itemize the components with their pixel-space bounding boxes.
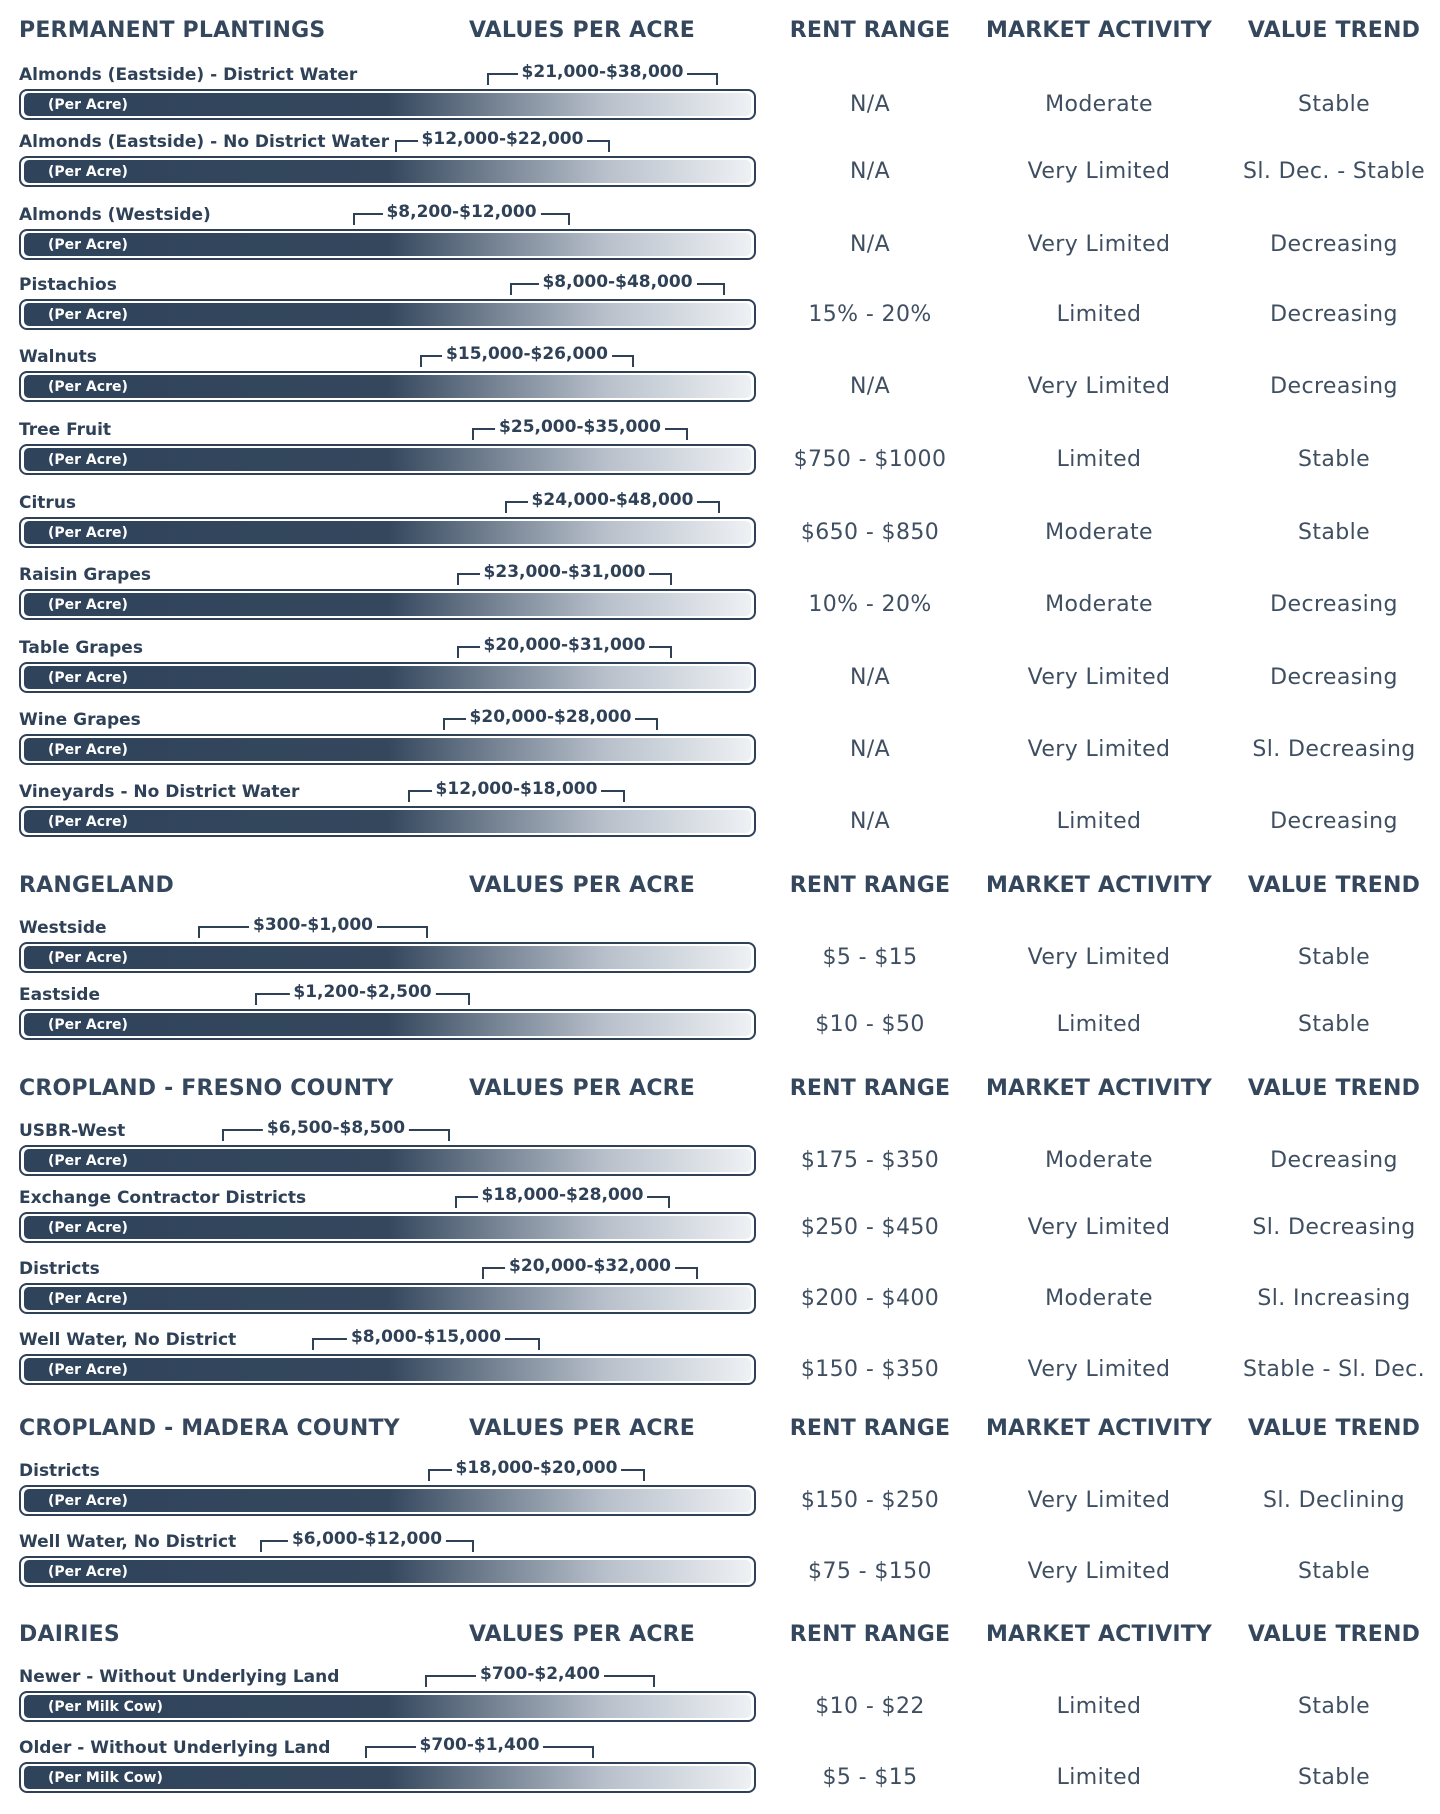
market-activity-cell: Very Limited xyxy=(1027,665,1171,690)
range-value: $20,000-$28,000 xyxy=(466,707,636,727)
value-bar xyxy=(19,1691,756,1722)
column-header-rent: RENT RANGE xyxy=(789,18,951,43)
market-activity-cell: Moderate xyxy=(1045,1286,1153,1311)
market-activity-cell: Moderate xyxy=(1045,520,1153,545)
value-trend-cell: Stable xyxy=(1297,1559,1371,1584)
range-value: $700-$2,400 xyxy=(476,1664,604,1684)
range-value: $18,000-$28,000 xyxy=(478,1185,648,1205)
row-label: Tree Fruit xyxy=(19,420,112,440)
range-value: $8,000-$48,000 xyxy=(538,272,696,292)
range-value: $12,000-$18,000 xyxy=(432,779,602,799)
column-header-values: VALUES PER ACRE xyxy=(468,873,696,898)
value-bar-fill xyxy=(24,1489,751,1512)
value-bar xyxy=(19,589,756,620)
rent-range-cell: 15% - 20% xyxy=(808,302,932,327)
market-activity-cell: Limited xyxy=(1056,447,1142,472)
bar-unit-label: (Per Acre) xyxy=(48,669,128,686)
rent-range-cell: N/A xyxy=(849,809,891,834)
row-label: Almonds (Eastside) - No District Water xyxy=(19,132,390,152)
value-bar xyxy=(19,229,756,260)
row-label: Newer - Without Underlying Land xyxy=(19,1667,340,1687)
value-bar-fill xyxy=(24,1149,751,1172)
value-bar-fill xyxy=(24,93,751,116)
market-activity-cell: Very Limited xyxy=(1027,374,1171,399)
bar-unit-label: (Per Acre) xyxy=(48,1016,128,1033)
column-header-rent: RENT RANGE xyxy=(789,873,951,898)
rent-range-cell: $75 - $150 xyxy=(808,1559,932,1584)
market-activity-cell: Moderate xyxy=(1045,592,1153,617)
rent-range-cell: $5 - $15 xyxy=(822,1765,918,1790)
row-label: Table Grapes xyxy=(19,638,143,658)
range-value: $24,000-$48,000 xyxy=(528,490,698,510)
rent-range-cell: $10 - $50 xyxy=(815,1012,925,1037)
value-trend-cell: Sl. Dec. - Stable xyxy=(1242,159,1426,184)
range-value: $700-$1,400 xyxy=(416,1735,544,1755)
column-header-values: VALUES PER ACRE xyxy=(468,1622,696,1647)
bar-unit-label: (Per Acre) xyxy=(48,813,128,830)
value-trend-cell: Sl. Decreasing xyxy=(1252,737,1416,762)
row-label: Walnuts xyxy=(19,347,97,367)
market-activity-cell: Limited xyxy=(1056,1694,1142,1719)
column-header-activity: MARKET ACTIVITY xyxy=(985,1076,1213,1101)
row-label: USBR-West xyxy=(19,1121,126,1141)
column-header-values: VALUES PER ACRE xyxy=(468,1416,696,1441)
section-title: DAIRIES xyxy=(19,1622,120,1647)
value-trend-cell: Stable xyxy=(1297,1012,1371,1037)
row-label: Westside xyxy=(19,918,107,938)
value-bar-fill xyxy=(24,375,751,398)
range-value: $6,500-$8,500 xyxy=(263,1118,409,1138)
value-trend-cell: Decreasing xyxy=(1270,232,1398,257)
value-trend-cell: Stable xyxy=(1297,92,1371,117)
rent-range-cell: $150 - $350 xyxy=(800,1357,940,1382)
column-header-trend: VALUE TREND xyxy=(1247,1076,1421,1101)
rent-range-cell: $650 - $850 xyxy=(800,520,940,545)
value-trend-cell: Decreasing xyxy=(1270,665,1398,690)
section-title: CROPLAND - FRESNO COUNTY xyxy=(19,1076,394,1101)
column-header-activity: MARKET ACTIVITY xyxy=(985,1622,1213,1647)
section-title: RANGELAND xyxy=(19,873,174,898)
value-bar-fill xyxy=(24,810,751,833)
row-label: Well Water, No District xyxy=(19,1532,237,1552)
bar-unit-label: (Per Acre) xyxy=(48,236,128,253)
bar-unit-label: (Per Acre) xyxy=(48,96,128,113)
bar-unit-label: (Per Milk Cow) xyxy=(48,1698,163,1715)
value-trend-cell: Stable xyxy=(1297,447,1371,472)
value-bar xyxy=(19,517,756,548)
value-bar-fill xyxy=(24,521,751,544)
range-value: $12,000-$22,000 xyxy=(418,129,588,149)
rent-range-cell: N/A xyxy=(849,92,891,117)
value-bar xyxy=(19,371,756,402)
bar-unit-label: (Per Acre) xyxy=(48,451,128,468)
market-activity-cell: Very Limited xyxy=(1027,1488,1171,1513)
column-header-rent: RENT RANGE xyxy=(789,1622,951,1647)
rent-range-cell: $175 - $350 xyxy=(800,1148,940,1173)
value-bar xyxy=(19,942,756,973)
market-activity-cell: Limited xyxy=(1056,809,1142,834)
value-trend-cell: Stable xyxy=(1297,1694,1371,1719)
column-header-trend: VALUE TREND xyxy=(1247,18,1421,43)
rent-range-cell: $750 - $1000 xyxy=(793,447,947,472)
row-label: Almonds (Westside) xyxy=(19,205,211,225)
market-activity-cell: Limited xyxy=(1056,1765,1142,1790)
market-activity-cell: Very Limited xyxy=(1027,159,1171,184)
row-label: Almonds (Eastside) - District Water xyxy=(19,65,358,85)
value-bar-fill xyxy=(24,1560,751,1583)
market-activity-cell: Very Limited xyxy=(1027,1215,1171,1240)
value-bar-fill xyxy=(24,1358,751,1381)
value-bar xyxy=(19,734,756,765)
row-label: Older - Without Underlying Land xyxy=(19,1738,331,1758)
value-bar-fill xyxy=(24,666,751,689)
column-header-rent: RENT RANGE xyxy=(789,1416,951,1441)
value-bar xyxy=(19,89,756,120)
market-activity-cell: Very Limited xyxy=(1027,232,1171,257)
value-bar-fill xyxy=(24,160,751,183)
range-value: $1,200-$2,500 xyxy=(289,982,435,1002)
value-bar xyxy=(19,662,756,693)
value-trend-cell: Decreasing xyxy=(1270,809,1398,834)
bar-unit-label: (Per Acre) xyxy=(48,1361,128,1378)
rent-range-cell: N/A xyxy=(849,159,891,184)
market-activity-cell: Limited xyxy=(1056,302,1142,327)
rent-range-cell: N/A xyxy=(849,665,891,690)
market-activity-cell: Limited xyxy=(1056,1012,1142,1037)
rent-range-cell: N/A xyxy=(849,737,891,762)
column-header-rent: RENT RANGE xyxy=(789,1076,951,1101)
value-trend-cell: Decreasing xyxy=(1270,302,1398,327)
rent-range-cell: N/A xyxy=(849,232,891,257)
row-label: Well Water, No District xyxy=(19,1330,237,1350)
range-value: $20,000-$32,000 xyxy=(505,1256,675,1276)
value-trend-cell: Stable xyxy=(1297,520,1371,545)
value-bar-fill xyxy=(24,738,751,761)
value-bar xyxy=(19,1762,756,1793)
row-label: Pistachios xyxy=(19,275,117,295)
row-label: Raisin Grapes xyxy=(19,565,151,585)
value-bar xyxy=(19,1485,756,1516)
column-header-trend: VALUE TREND xyxy=(1247,1622,1421,1647)
value-bar xyxy=(19,1009,756,1040)
row-label: Wine Grapes xyxy=(19,710,141,730)
value-bar-fill xyxy=(24,1287,751,1310)
section-title: PERMANENT PLANTINGS xyxy=(19,18,326,43)
bar-unit-label: (Per Acre) xyxy=(48,306,128,323)
column-header-values: VALUES PER ACRE xyxy=(468,1076,696,1101)
value-bar xyxy=(19,1556,756,1587)
column-header-trend: VALUE TREND xyxy=(1247,873,1421,898)
row-label: Districts xyxy=(19,1259,100,1279)
value-bar xyxy=(19,806,756,837)
market-activity-cell: Very Limited xyxy=(1027,1559,1171,1584)
row-label: Citrus xyxy=(19,493,77,513)
value-bar-fill xyxy=(24,1766,751,1789)
bar-unit-label: (Per Acre) xyxy=(48,524,128,541)
value-trend-cell: Sl. Decreasing xyxy=(1252,1215,1416,1240)
value-trend-cell: Decreasing xyxy=(1270,592,1398,617)
value-bar-fill xyxy=(24,946,751,969)
bar-unit-label: (Per Acre) xyxy=(48,1290,128,1307)
range-value: $18,000-$20,000 xyxy=(452,1458,622,1478)
range-value: $15,000-$26,000 xyxy=(442,344,612,364)
range-value: $8,000-$15,000 xyxy=(347,1327,505,1347)
market-activity-cell: Very Limited xyxy=(1027,737,1171,762)
column-header-trend: VALUE TREND xyxy=(1247,1416,1421,1441)
rent-range-cell: $150 - $250 xyxy=(800,1488,940,1513)
bar-unit-label: (Per Acre) xyxy=(48,1152,128,1169)
value-bar xyxy=(19,1212,756,1243)
value-bar-fill xyxy=(24,1013,751,1036)
value-bar-fill xyxy=(24,1695,751,1718)
range-value: $21,000-$38,000 xyxy=(518,62,688,82)
market-activity-cell: Very Limited xyxy=(1027,945,1171,970)
range-value: $6,000-$12,000 xyxy=(288,1529,446,1549)
market-activity-cell: Moderate xyxy=(1045,1148,1153,1173)
rent-range-cell: $200 - $400 xyxy=(800,1286,940,1311)
value-trend-cell: Decreasing xyxy=(1270,1148,1398,1173)
rent-range-cell: $5 - $15 xyxy=(822,945,918,970)
value-bar xyxy=(19,299,756,330)
range-value: $25,000-$35,000 xyxy=(495,417,665,437)
row-label: Vineyards - No District Water xyxy=(19,782,300,802)
rent-range-cell: $250 - $450 xyxy=(800,1215,940,1240)
value-trend-cell: Sl. Increasing xyxy=(1257,1286,1411,1311)
value-trend-cell: Decreasing xyxy=(1270,374,1398,399)
bar-unit-label: (Per Acre) xyxy=(48,596,128,613)
column-header-activity: MARKET ACTIVITY xyxy=(985,18,1213,43)
column-header-values: VALUES PER ACRE xyxy=(468,18,696,43)
range-value: $23,000-$31,000 xyxy=(480,562,650,582)
range-value: $8,200-$12,000 xyxy=(382,202,540,222)
value-bar xyxy=(19,156,756,187)
market-activity-cell: Very Limited xyxy=(1027,1357,1171,1382)
bar-unit-label: (Per Acre) xyxy=(48,741,128,758)
bar-unit-label: (Per Acre) xyxy=(48,378,128,395)
bar-unit-label: (Per Acre) xyxy=(48,163,128,180)
value-bar-fill xyxy=(24,1216,751,1239)
bar-unit-label: (Per Acre) xyxy=(48,1563,128,1580)
rent-range-cell: $10 - $22 xyxy=(815,1694,925,1719)
value-bar xyxy=(19,444,756,475)
value-bar xyxy=(19,1283,756,1314)
rent-range-cell: N/A xyxy=(849,374,891,399)
value-bar-fill xyxy=(24,233,751,256)
bar-unit-label: (Per Acre) xyxy=(48,949,128,966)
row-label: Exchange Contractor Districts xyxy=(19,1188,307,1208)
column-header-activity: MARKET ACTIVITY xyxy=(985,873,1213,898)
value-bar xyxy=(19,1145,756,1176)
bar-unit-label: (Per Acre) xyxy=(48,1492,128,1509)
section-title: CROPLAND - MADERA COUNTY xyxy=(19,1416,400,1441)
market-activity-cell: Moderate xyxy=(1045,92,1153,117)
value-bar-fill xyxy=(24,448,751,471)
value-bar-fill xyxy=(24,303,751,326)
range-value: $20,000-$31,000 xyxy=(480,635,650,655)
value-bar xyxy=(19,1354,756,1385)
row-label: Eastside xyxy=(19,985,100,1005)
row-label: Districts xyxy=(19,1461,100,1481)
value-trend-cell: Sl. Declining xyxy=(1262,1488,1406,1513)
column-header-activity: MARKET ACTIVITY xyxy=(985,1416,1213,1441)
rent-range-cell: 10% - 20% xyxy=(808,592,932,617)
value-bar-fill xyxy=(24,593,751,616)
bar-unit-label: (Per Milk Cow) xyxy=(48,1769,163,1786)
range-value: $300-$1,000 xyxy=(249,915,377,935)
value-trend-cell: Stable xyxy=(1297,945,1371,970)
value-trend-cell: Stable - Sl. Dec. xyxy=(1242,1357,1426,1382)
value-trend-cell: Stable xyxy=(1297,1765,1371,1790)
bar-unit-label: (Per Acre) xyxy=(48,1219,128,1236)
